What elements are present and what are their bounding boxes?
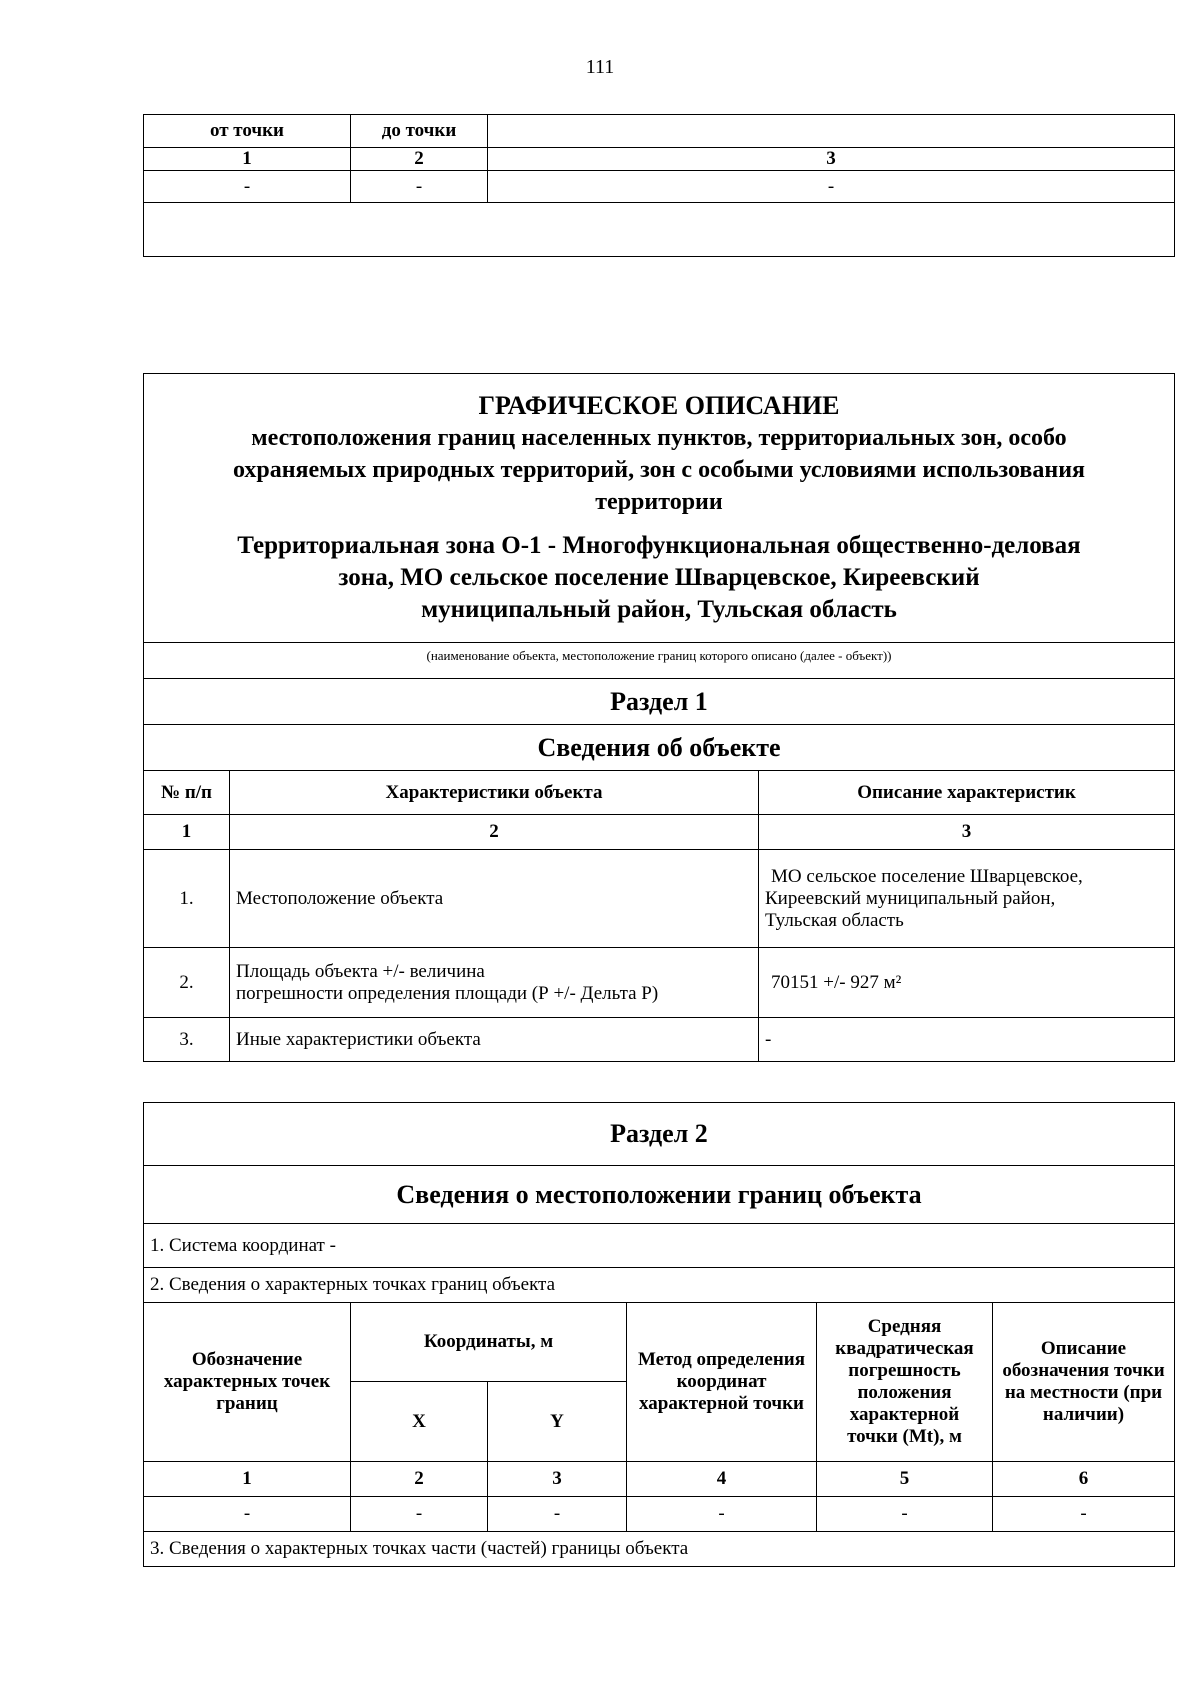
col-index: 1 <box>144 815 230 850</box>
points-info: 2. Сведения о характерных точках границ объекта <box>144 1268 1175 1303</box>
table-cell: - <box>993 1497 1175 1532</box>
col-index: 4 <box>627 1462 817 1497</box>
table-cell: - <box>351 1497 488 1532</box>
object-name-note: (наименование объекта, местоположение границ которого описано (далее - объект)) <box>144 643 1175 679</box>
object-name: муниципальный район, Тульская область <box>421 596 897 623</box>
section-1-subtitle: Сведения об объекте <box>144 725 1175 771</box>
object-name: Территориальная зона О-1 - Многофункциональная общественно-деловая <box>237 532 1081 559</box>
col-index: 2 <box>230 815 759 850</box>
coordinate-system: 1. Система координат - <box>144 1224 1175 1268</box>
row-number: 1. <box>144 850 230 948</box>
table-cell: - <box>488 171 1175 203</box>
col-number: 2 <box>351 148 488 171</box>
col-index: 1 <box>144 1462 351 1497</box>
section-1-title: Раздел 1 <box>144 679 1175 725</box>
document-subtitle: местоположения границ населенных пунктов, территориальных зон, особо <box>251 425 1067 451</box>
row-description: 70151 +/- 927 м² <box>759 948 1175 1018</box>
document-subtitle: охраняемых природных территорий, зон с особыми условиями использования <box>232 457 1086 483</box>
table-cell: - <box>144 171 351 203</box>
table-cell: - <box>488 1497 627 1532</box>
table-cell: - <box>144 1497 351 1532</box>
section-2-title: Раздел 2 <box>144 1103 1175 1166</box>
page-number: 111 <box>585 56 615 78</box>
section-2-table <box>143 1102 1175 1567</box>
col-y: Y <box>488 1382 627 1462</box>
row-name: Местоположение объекта <box>230 850 759 948</box>
col-index: 6 <box>993 1462 1175 1497</box>
col-point-description: Описание обозначения точки на местности (при наличии) <box>993 1303 1175 1462</box>
empty-row <box>144 203 1175 257</box>
col-index: 5 <box>817 1462 993 1497</box>
row-name: Иные характеристики объекта <box>230 1018 759 1062</box>
col-method: Метод определения координат характерной точки <box>627 1303 817 1462</box>
col-empty <box>488 115 1175 148</box>
col-coordinates: Координаты, м <box>351 1303 627 1382</box>
row-number: 3. <box>144 1018 230 1062</box>
object-name: зона, МО сельское поселение Шварцевское, Киреевский <box>338 564 980 591</box>
document-subtitle: территории <box>595 489 723 515</box>
col-to-point: до точки <box>351 115 488 148</box>
parts-info: 3. Сведения о характерных точках части (частей) границы объекта <box>144 1532 1175 1567</box>
row-description: - <box>759 1018 1175 1062</box>
row-description: МО сельское поселение Шварцевское, Киреевский муниципальный район, Тульская область <box>759 850 1175 948</box>
row-number: 2. <box>144 948 230 1018</box>
col-index: 2 <box>351 1462 488 1497</box>
section-2-subtitle: Сведения о местоположении границ объекта <box>144 1166 1175 1224</box>
table-cell: - <box>627 1497 817 1532</box>
table-cell: - <box>817 1497 993 1532</box>
col-index: 3 <box>488 1462 627 1497</box>
col-description: Описание характеристик <box>759 771 1175 815</box>
col-number: № п/п <box>144 771 230 815</box>
document-title: ГРАФИЧЕСКОЕ ОПИСАНИЕ <box>478 391 840 420</box>
col-number: 3 <box>488 148 1175 171</box>
col-number: 1 <box>144 148 351 171</box>
table-cell: - <box>351 171 488 203</box>
col-index: 3 <box>759 815 1175 850</box>
boundary-parts-table <box>143 114 1175 257</box>
col-characteristics: Характеристики объекта <box>230 771 759 815</box>
section-1-table <box>143 373 1175 1062</box>
col-from-point: от точки <box>144 115 351 148</box>
document-header <box>144 374 1175 643</box>
col-x: X <box>351 1382 488 1462</box>
col-accuracy: Средняя квадратическая погрешность положения характерной точки (Mt), м <box>817 1303 993 1462</box>
row-name: Площадь объекта +/- величина погрешности определения площади (Р +/- Дельта Р) <box>230 948 759 1018</box>
col-designation: Обозначение характерных точек границ <box>144 1303 351 1462</box>
